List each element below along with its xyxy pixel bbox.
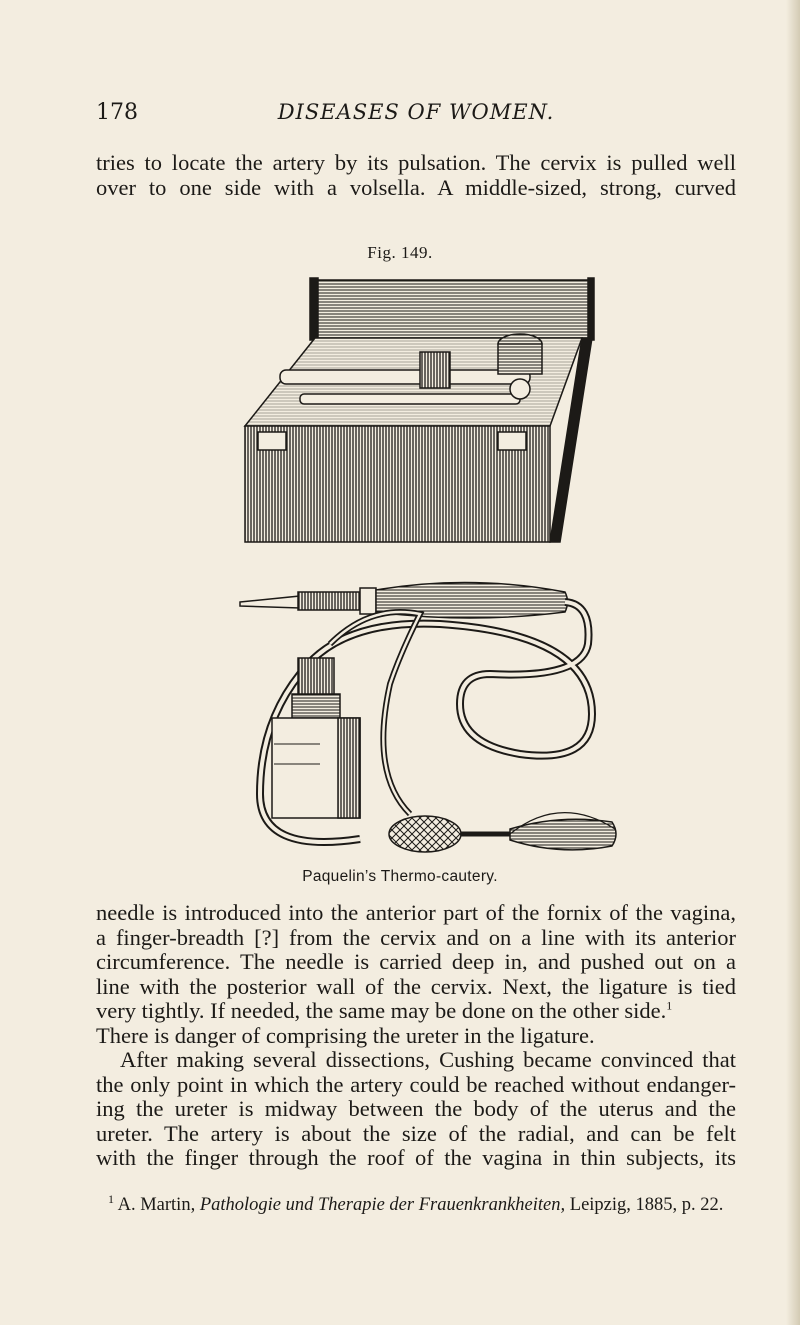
- text-line: After making several dissections, Cushing became convinced that: [120, 1047, 736, 1072]
- footnote-reference[interactable]: 1: [666, 998, 673, 1013]
- text-line: circumference. The needle is carried deep in, and pushed out on a: [96, 949, 736, 974]
- paragraph-bottom: [96, 901, 736, 1171]
- footnote-author: A. Martin,: [117, 1195, 196, 1215]
- running-title: DISEASES OF WOMEN.: [277, 100, 555, 124]
- text-fragment: very tightly. If needed, the same may be done on the other side.: [96, 998, 667, 1023]
- page-number: 178: [96, 100, 138, 125]
- text-line: ureter. The artery is about the size of the radial, and can be felt: [96, 1120, 736, 1146]
- figure-label: Fig. 149.: [367, 243, 433, 262]
- page-edge-shadow: [786, 0, 800, 1325]
- footnote-title: Pathologie und Therapie der Frauenkrankheiten,: [199, 1195, 566, 1215]
- text-line: needle is introduced into the anterior part of the fornix of the vagina,: [96, 900, 736, 925]
- text-line: ing the ureter is midway between the body of the uterus and the: [96, 1096, 736, 1121]
- cautery-apparatus: [240, 582, 616, 852]
- paragraph-top: [96, 151, 736, 200]
- footnote-details: Leipzig, 1885, p. 22.: [569, 1195, 724, 1215]
- text-line: a finger-breadth [?] from the cervix and on a line with its anterior: [96, 924, 736, 950]
- footnote: [108, 1191, 748, 1216]
- page-header: [96, 100, 736, 132]
- text-line: the only point in which the artery could be reached without endanger-: [96, 1071, 736, 1097]
- text-line: over to one side with a volsella. A middle-sized, strong, curved: [96, 174, 736, 200]
- text-line: There is danger of comprising the ureter in the ligature.: [96, 1022, 595, 1048]
- footnote-marker: 1: [108, 1191, 114, 1206]
- figure-caption: Paquelin’s Thermo-cautery.: [302, 868, 498, 885]
- text-line: line with the posterior wall of the cervix. Next, the ligature is tied: [96, 973, 736, 999]
- text-line: tries to locate the artery by its pulsation. The cervix is pulled well: [96, 150, 736, 175]
- text-line: with the finger through the roof of the vagina in thin subjects, its: [96, 1145, 736, 1170]
- thermo-cautery-illustration: [220, 274, 640, 874]
- instrument-case: [245, 278, 594, 542]
- text-line-with-footnote: [96, 999, 736, 1024]
